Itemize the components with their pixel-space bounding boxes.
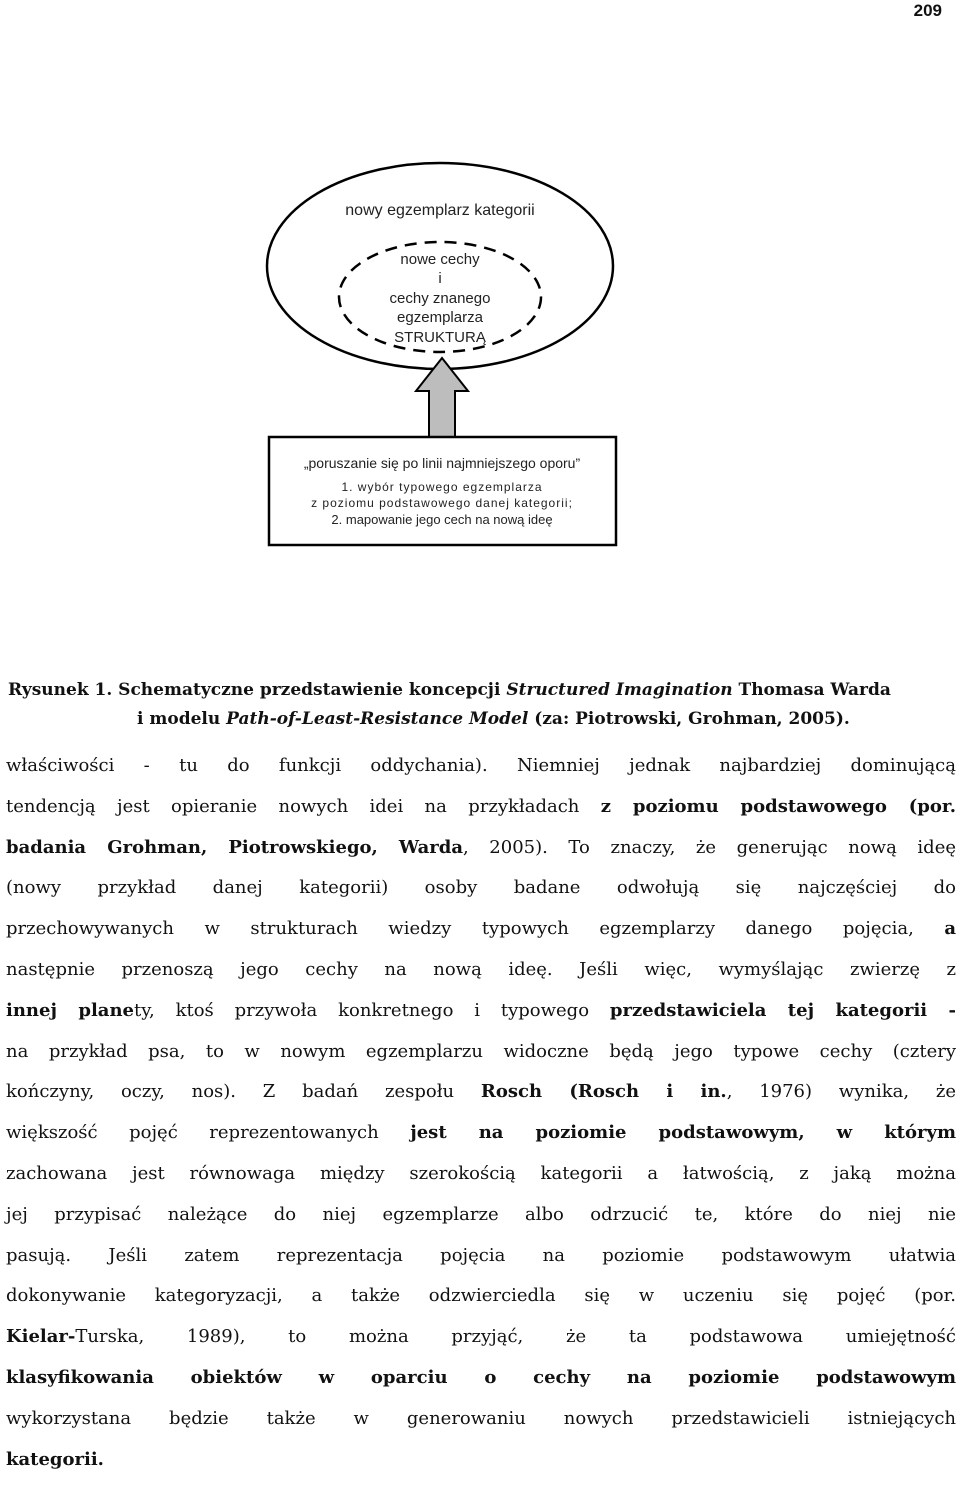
inner-line-4: egzemplarza [397,309,483,326]
body-line [6,1072,956,1113]
text-run: , 1976) wynika, że [726,1081,957,1103]
inner-line-5: STRUKTURĄ [394,329,486,346]
box-line-3: z poziomu podstawowego danej kategorii; [311,496,573,510]
text-run: kończyny, oczy, nos). Z badań zespołu [6,1081,481,1103]
bold-text-run: a [944,918,956,940]
inner-line-3: cechy znanego [389,290,491,307]
text-run: dokonywanie kategoryzacji, a także odzwierciedla się w uczeniu się pojęć (por. [6,1285,956,1307]
box-line-4: 2. mapowanie jego cech na nową ideę [331,512,553,527]
caption-label: Rysunek 1. [8,680,113,700]
text-run: , 2005). To znaczy, że generując nową ideę [462,836,956,858]
figure-caption [8,676,952,734]
bold-text-run: jest na poziomie podstawowym, w którym [410,1122,956,1144]
body-line [6,868,956,909]
bold-text-run: Kielar- [6,1326,76,1348]
body-line [6,828,956,869]
bold-text-run: Rosch (Rosch i in. [480,1081,727,1103]
body-paragraph [6,746,956,1480]
body-line [6,950,956,991]
body-line [6,1440,956,1481]
box-line-2: 1. wybór typowego egzemplarza [341,480,543,494]
text-run: tendencją jest opieranie nowych idei na przykładach [6,795,601,817]
structured-imagination-diagram [0,0,960,560]
text-run: zachowana jest równowaga między szerokością kategorii a łatwością, z jaką można [6,1162,956,1184]
inner-line-2: i [438,270,442,287]
body-line [6,1317,956,1358]
page-number: 209 [913,1,942,20]
text-run: na przykład psa, to w nowym egzemplarzu widoczne będą jego typowe cechy (cztery [6,1040,956,1062]
body-line [6,1276,956,1317]
caption-line-1: Rysunek 1. Schematyczne przedstawienie koncepcji Structured Imagination Thomasa Warda [8,680,891,700]
text-run: jej przypisać należące do niej egzemplarze albo odrzucić te, które do niej nie [6,1203,956,1225]
box-line-1: „poruszanie się po linii najmniejszego oporu” [303,455,581,471]
bold-text-run: przedstawiciela tej kategorii - [609,999,956,1021]
text-run: właściwości - tu do funkcji oddychania). Niemniej jednak najbardziej dominującą [6,755,956,776]
text-run: większość pojęć reprezentowanych [6,1122,411,1144]
up-arrow [416,358,468,437]
body-line [6,1154,956,1195]
text-run: pasują. Jeśli zatem reprezentacja pojęcia na poziomie podstawowym ułatwia [6,1244,956,1266]
body-line [6,1032,956,1073]
body-line [6,1399,956,1440]
body-line [6,787,956,828]
text-run: przechowywanych w strukturach wiedzy typowych egzemplarzy danego pojęcia, [6,918,945,940]
bold-text-run: innej plane [6,999,134,1021]
inner-line-1: nowe cechy [400,251,480,268]
body-line [6,991,956,1032]
bold-text-run: z poziomu podstawowego (por. [600,795,956,817]
body-line [6,1358,956,1399]
outer-ellipse-label: nowy egzemplarz kategorii [345,202,535,219]
bold-text-run: klasyfikowania obiektów w oparciu o cechy na poziomie podstawowym [6,1366,956,1388]
caption-term-structured-imagination: Structured Imagination [506,680,733,700]
text-run: (nowy przykład danej kategorii) osoby badane odwołują się najczęściej do [6,877,956,899]
body-line [6,1195,956,1236]
text-run: Turska, 1989), to można przyjąć, że ta podstawowa umiejętność [75,1326,956,1348]
text-run: wykorzystana będzie także w generowaniu nowych przedstawicieli istniejących [6,1407,956,1429]
body-line [6,1236,956,1277]
bold-text-run: kategorii. [6,1448,104,1470]
caption-term-path-model: Path-of-Least-Resistance Model [226,709,529,729]
body-line [6,1113,956,1154]
text-run: następnie przenoszą jego cechy na nową ideę. Jeśli więc, wymyślając zwierzę z [6,958,956,980]
text-run: ty, ktoś przywoła konkretnego i typowego [134,999,610,1021]
caption-line-2: i modelu Path-of-Least-Resistance Model (za: Piotrowski, Grohman, 2005). [137,709,850,729]
bold-text-run: badania Grohman, Piotrowskiego, Warda [6,836,463,858]
body-line [6,909,956,950]
body-line [6,746,956,787]
